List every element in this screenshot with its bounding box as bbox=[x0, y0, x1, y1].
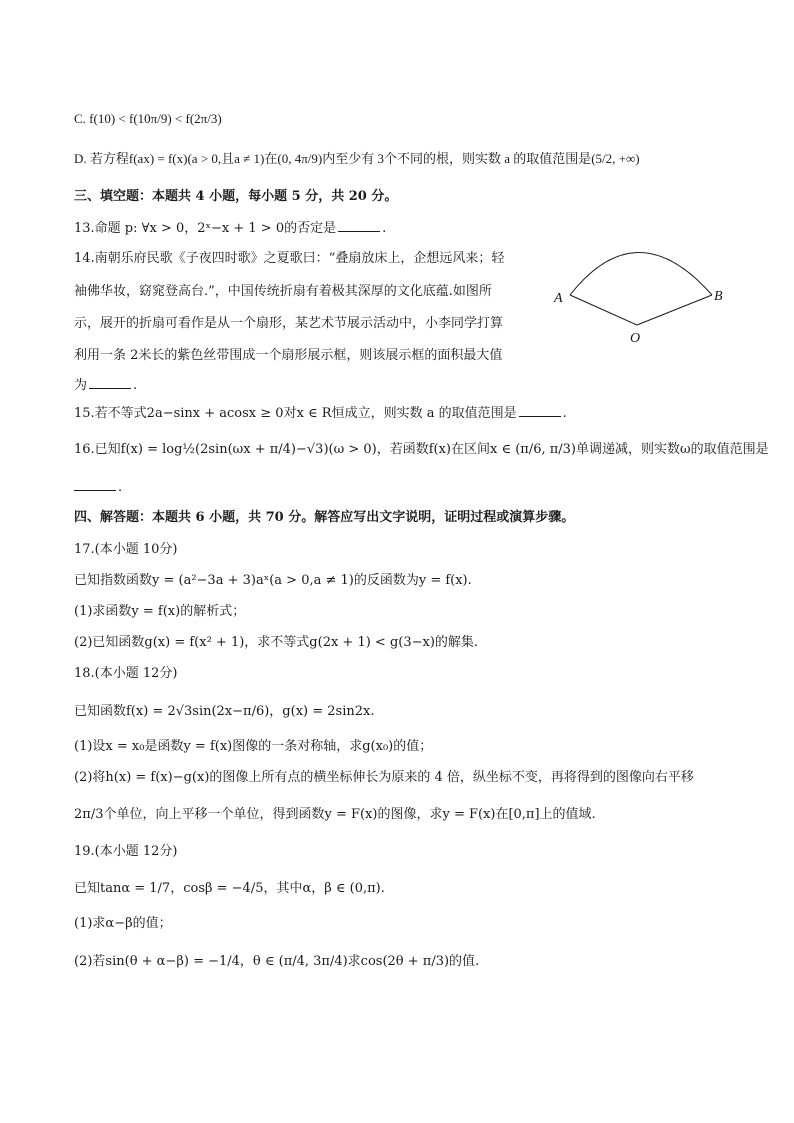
question-18-part-1: (1)设x = x₀是函数y = f(x)图像的一条对称轴，求g(x₀)的值； bbox=[74, 739, 433, 754]
option-d: D. 若方程f(ax) = f(x)(a > 0,且a ≠ 1)在(0, 4π/9)内至少有 3个不同的根，则实数 a 的取值范围是(5/2, +∞) bbox=[74, 151, 640, 166]
section-fill-in-title: 三、填空题：本题共 4 小题，每小题 5 分，共 20 分。 bbox=[74, 189, 398, 204]
question-17-header: 17.(本小题 10分) bbox=[74, 542, 178, 557]
question-17-part-1: (1)求函数y = f(x)的解析式； bbox=[74, 604, 246, 619]
question-14-text: 为 bbox=[74, 378, 88, 393]
answer-blank bbox=[519, 404, 561, 417]
question-19-part-2: (2)若sin(θ + α−β) = −1/4，θ ∈ (π/4, 3π/4)求cos(2θ + π/3)的值. bbox=[74, 954, 480, 969]
question-16-line-2: . bbox=[74, 478, 122, 497]
sector-radius-oa bbox=[570, 295, 637, 325]
question-16-line-1: 16.已知f(x) = log½(2sin(ωx + π/4)−√3)(ω > 0)，若函数f(x)在区间x ∈ (π/6, π/3)单调递减，则实数ω的取值范围是 bbox=[74, 442, 769, 457]
question-19-body: 已知tanα = 1/7，cosβ = −4/5，其中α，β ∈ (0,π). bbox=[74, 881, 385, 896]
point-b-label: B bbox=[714, 289, 723, 304]
answer-blank bbox=[89, 376, 131, 389]
question-14-line-5: 为 . bbox=[74, 378, 138, 393]
question-17-part-2: (2)已知函数g(x) = f(x² + 1)，求不等式g(2x + 1) < g(3−x)的解集. bbox=[74, 635, 479, 650]
sector-fan-diagram bbox=[552, 240, 732, 350]
sector-radius-ob bbox=[637, 295, 712, 325]
question-14-line-4: 利用一条 2米长的紫色丝带围成一个扇形展示框，则该展示框的面积最大值 bbox=[74, 348, 503, 363]
question-19-part-1: (1)求α−β的值； bbox=[74, 916, 172, 931]
question-18-body: 已知函数f(x) = 2√3sin(2x−π/6)，g(x) = 2sin2x. bbox=[74, 704, 375, 719]
answer-blank bbox=[74, 478, 116, 491]
sector-arc bbox=[570, 253, 712, 296]
question-13-text: 13.命题 p: ∀x > 0，2ˣ−x + 1 > 0的否定是 bbox=[74, 221, 337, 236]
question-17-body: 已知指数函数y = (a²−3a + 3)aˣ(a > 0,a ≠ 1)的反函数为y = f(x). bbox=[74, 573, 472, 588]
question-13: 13.命题 p: ∀x > 0，2ˣ−x + 1 > 0的否定是 . bbox=[74, 221, 387, 236]
question-19-header: 19.(本小题 12分) bbox=[74, 844, 178, 859]
question-18-header: 18.(本小题 12分) bbox=[74, 666, 178, 681]
option-c: C. f(10) < f(10π/9) < f(2π/3) bbox=[74, 111, 222, 126]
question-18-part-2-line-2: 2π/3个单位，向上平移一个单位，得到函数y = F(x)的图像，求y = F(x)在[0,π]上的值域. bbox=[74, 807, 596, 822]
answer-blank bbox=[338, 219, 380, 232]
section-answer-title: 四、解答题：本题共 6 小题，共 70 分。解答应写出文字说明，证明过程或演算步骤。 bbox=[74, 510, 575, 525]
question-18-part-2-line-1: (2)将h(x) = f(x)−g(x)的图像上所有点的横坐标伸长为原来的 4 倍，纵坐标不变，再将得到的图像向右平移 bbox=[74, 770, 694, 785]
question-14-line-3: 示，展开的折扇可看作是从一个扇形，某艺术节展示活动中，小李同学打算 bbox=[74, 316, 504, 331]
question-14-line-1: 14.南朝乐府民歌《子夜四时歌》之夏歌曰：“叠扇放床上，企想远风来；轻 bbox=[74, 251, 505, 266]
question-14-line-2: 袖佛华妆，窈窕登高台.”，中国传统折扇有着极其深厚的文化底蕴.如图所 bbox=[74, 284, 492, 299]
point-o-label: O bbox=[630, 331, 641, 346]
question-15-text: 15.若不等式2a−sinx + acosx ≥ 0对x ∈ R恒成立，则实数 a 的取值范围是 bbox=[74, 406, 517, 421]
question-15: 15.若不等式2a−sinx + acosx ≥ 0对x ∈ R恒成立，则实数 a 的取值范围是 . bbox=[74, 406, 567, 421]
point-a-label: A bbox=[554, 291, 563, 306]
